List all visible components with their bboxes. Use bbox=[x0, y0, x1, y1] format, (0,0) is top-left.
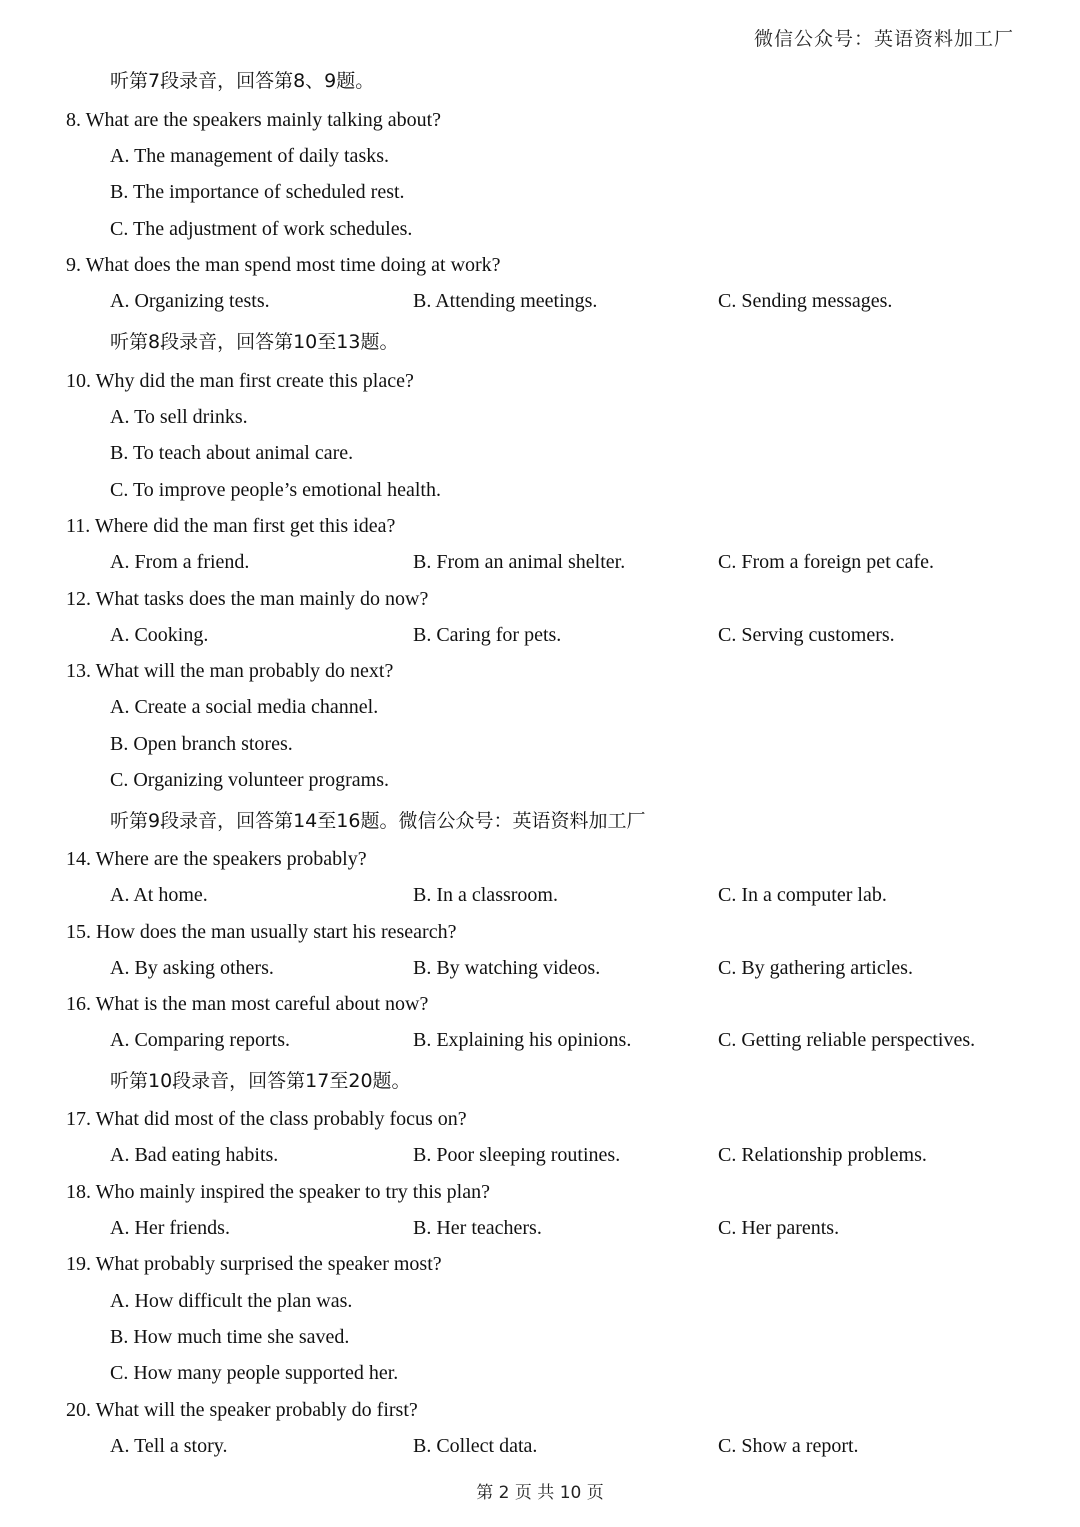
question-stem: 14. Where are the speakers probably? bbox=[66, 848, 367, 870]
option: C. Getting reliable perspectives. bbox=[718, 1029, 976, 1051]
option: A. Bad eating habits. bbox=[110, 1144, 279, 1166]
question-stem: 12. What tasks does the man mainly do now? bbox=[66, 588, 429, 610]
question-stem: 20. What will the speaker probably do first? bbox=[66, 1399, 418, 1421]
option: C. In a computer lab. bbox=[718, 884, 887, 906]
option: A. By asking others. bbox=[110, 957, 274, 979]
page-footer: 第 2 页 共 10 页 bbox=[476, 1483, 604, 1503]
question-stem: 17. What did most of the class probably focus on? bbox=[66, 1108, 467, 1130]
option: C. Serving customers. bbox=[718, 624, 895, 646]
option: C. Her parents. bbox=[718, 1217, 840, 1239]
question-stem: 15. How does the man usually start his research? bbox=[66, 921, 457, 943]
section-heading: 听第10段录音，回答第17至20题。 bbox=[110, 1070, 411, 1092]
question-stem: 10. Why did the man first create this place? bbox=[66, 370, 414, 392]
option: C. To improve people’s emotional health. bbox=[110, 479, 441, 501]
question-stem: 18. Who mainly inspired the speaker to try this plan? bbox=[66, 1181, 490, 1203]
option: B. By watching videos. bbox=[413, 957, 601, 979]
option: B. Open branch stores. bbox=[110, 733, 293, 755]
option: B. In a classroom. bbox=[413, 884, 558, 906]
option: B. Poor sleeping routines. bbox=[413, 1144, 621, 1166]
option: C. Organizing volunteer programs. bbox=[110, 769, 390, 791]
option: A. The management of daily tasks. bbox=[110, 145, 390, 167]
option: B. Collect data. bbox=[413, 1435, 538, 1457]
option: A. Organizing tests. bbox=[110, 290, 270, 312]
option: C. Relationship problems. bbox=[718, 1144, 927, 1166]
section-heading: 听第9段录音，回答第14至16题。微信公众号：英语资料加工厂 bbox=[110, 810, 646, 832]
option: B. Attending meetings. bbox=[413, 290, 598, 312]
option: C. Show a report. bbox=[718, 1435, 859, 1457]
option: A. Her friends. bbox=[110, 1217, 230, 1239]
option: A. From a friend. bbox=[110, 551, 250, 573]
option: B. Explaining his opinions. bbox=[413, 1029, 632, 1051]
option: A. Create a social media channel. bbox=[110, 696, 379, 718]
option: B. How much time she saved. bbox=[110, 1326, 350, 1348]
question-stem: 8. What are the speakers mainly talking about? bbox=[66, 109, 442, 131]
option: C. How many people supported her. bbox=[110, 1362, 399, 1384]
option: C. From a foreign pet cafe. bbox=[718, 551, 935, 573]
option: B. The importance of scheduled rest. bbox=[110, 181, 405, 203]
question-stem: 16. What is the man most careful about now? bbox=[66, 993, 429, 1015]
option: A. Cooking. bbox=[110, 624, 209, 646]
section-heading: 听第8段录音，回答第10至13题。 bbox=[110, 331, 399, 353]
option: A. How difficult the plan was. bbox=[110, 1290, 353, 1312]
page-header: 微信公众号：英语资料加工厂 bbox=[753, 28, 1014, 50]
option: B. To teach about animal care. bbox=[110, 442, 354, 464]
question-stem: 9. What does the man spend most time doing at work? bbox=[66, 254, 501, 276]
section-heading: 听第7段录音，回答第8、9题。 bbox=[110, 70, 375, 92]
option: A. At home. bbox=[110, 884, 208, 906]
option: B. Caring for pets. bbox=[413, 624, 562, 646]
option: C. Sending messages. bbox=[718, 290, 893, 312]
option: C. By gathering articles. bbox=[718, 957, 913, 979]
option: A. To sell drinks. bbox=[110, 406, 248, 428]
question-stem: 13. What will the man probably do next? bbox=[66, 660, 394, 682]
option: C. The adjustment of work schedules. bbox=[110, 218, 413, 240]
option: A. Comparing reports. bbox=[110, 1029, 290, 1051]
option: B. Her teachers. bbox=[413, 1217, 542, 1239]
option: B. From an animal shelter. bbox=[413, 551, 626, 573]
question-stem: 19. What probably surprised the speaker most? bbox=[66, 1253, 442, 1275]
question-stem: 11. Where did the man first get this idea? bbox=[66, 515, 396, 537]
option: A. Tell a story. bbox=[110, 1435, 228, 1457]
